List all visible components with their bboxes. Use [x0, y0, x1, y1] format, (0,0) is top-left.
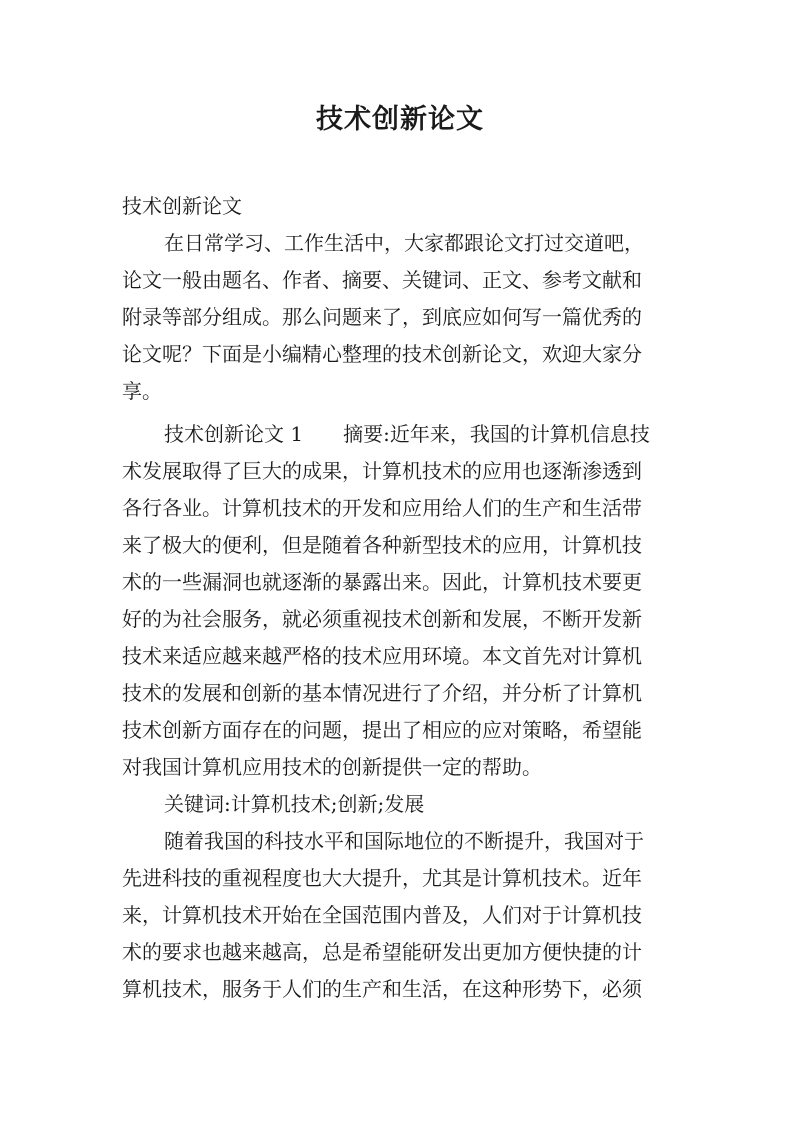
document-title: 技术创新论文 — [316, 104, 484, 135]
paragraph-line: 享。 — [122, 379, 162, 403]
body-paragraph — [122, 823, 690, 1008]
abstract-first-line — [122, 416, 690, 453]
abstract-paragraph — [122, 416, 690, 786]
paragraph-line: 算机技术，服务于人们的生产和生活，在这种形势下，必须 — [122, 977, 642, 1001]
paragraph-line: 技术创新方面存在的问题，提出了相应的应对策略，希望能 — [122, 718, 642, 742]
paragraph-line: 术发展取得了巨大的成果，计算机技术的应用也逐渐渗透到 — [122, 459, 642, 483]
paragraph-line: 技术来适应越来越严格的技术应用环境。本文首先对计算机 — [122, 644, 642, 668]
subtitle: 技术创新论文 — [122, 194, 242, 218]
paragraph-line: 附录等部分组成。那么问题来了，到底应如何写一篇优秀的 — [122, 305, 642, 329]
keywords-line: 关键词:计算机技术;创新;发展 — [164, 792, 425, 816]
paragraph-line: 术的要求也越来越高，总是希望能研发出更加方便快捷的计 — [122, 940, 642, 964]
paragraph-line: 论文一般由题名、作者、摘要、关键词、正文、参考文献和 — [122, 268, 642, 292]
paragraph-line: 先进科技的重视程度也大大提升，尤其是计算机技术。近年 — [122, 866, 642, 890]
paragraph-line: 各行各业。计算机技术的开发和应用给人们的生产和生活带 — [122, 496, 642, 520]
paragraph-line: 论文呢？下面是小编精心整理的技术创新论文，欢迎大家分 — [122, 342, 642, 366]
paragraph-line: 术的一些漏洞也就逐渐的暴露出来。因此，计算机技术要更 — [122, 570, 642, 594]
essay-heading: 技术创新论文 1 — [164, 422, 304, 446]
paragraph-line: 对我国计算机应用技术的创新提供一定的帮助。 — [122, 755, 542, 779]
paragraph-line: 来，计算机技术开始在全国范围内普及，人们对于计算机技 — [122, 903, 642, 927]
document-body — [122, 188, 690, 1008]
paragraph-line: 随着我国的科技水平和国际地位的不断提升，我国对于 — [164, 829, 644, 853]
intro-paragraph — [122, 225, 690, 410]
paragraph-line: 在日常学习、工作生活中，大家都跟论文打过交道吧， — [164, 231, 644, 255]
abstract-intro: 摘要:近年来，我国的计算机信息技 — [343, 422, 650, 446]
paragraph-line: 好的为社会服务，就必须重视技术创新和发展，不断开发新 — [122, 607, 642, 631]
paragraph-line: 技术的发展和创新的基本情况进行了介绍，并分析了计算机 — [122, 681, 642, 705]
paragraph-line: 来了极大的便利，但是随着各种新型技术的应用，计算机技 — [122, 533, 642, 557]
